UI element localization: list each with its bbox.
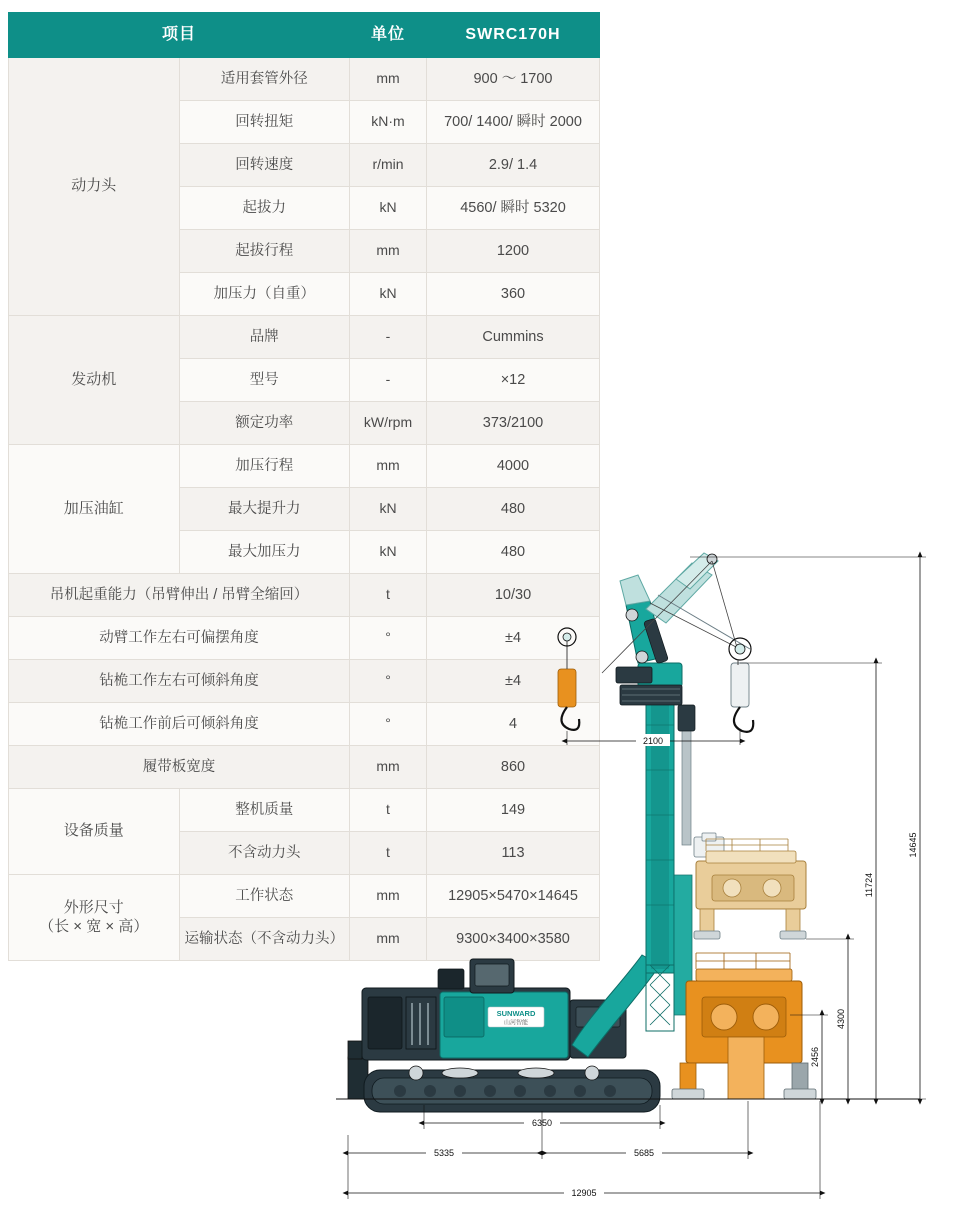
row-value: 4560/ 瞬时 5320 xyxy=(427,187,600,230)
row-item: 整机质量 xyxy=(179,789,350,832)
table-header-row xyxy=(9,13,600,58)
dimension-upper-height xyxy=(806,939,854,1099)
row-value: 373/2100 xyxy=(427,402,600,445)
row-item: 加压力（自重） xyxy=(179,273,350,316)
group-label-power-head: 动力头 xyxy=(9,58,180,316)
row-unit: ° xyxy=(350,660,427,703)
row-value: ±4 xyxy=(427,660,600,703)
row-unit: kN xyxy=(350,273,427,316)
row-value: 4000 xyxy=(427,445,600,488)
machine-technical-drawing xyxy=(320,545,960,1219)
brand-logo-text: SUNWARD xyxy=(496,1009,536,1018)
row-unit: kN xyxy=(350,187,427,230)
dimension-rear-length xyxy=(348,1111,542,1159)
row-value: ±4 xyxy=(427,617,600,660)
group-label-line2: （长 × 宽 × 高） xyxy=(39,917,149,935)
row-item: 起拔力 xyxy=(179,187,350,230)
group-label-pressure-cylinder: 加压油缸 xyxy=(9,445,180,574)
row-item: 回转扭矩 xyxy=(179,101,350,144)
casing-oscillator-lower xyxy=(672,953,816,1099)
row-unit: t xyxy=(350,574,427,617)
crane-boom xyxy=(602,553,750,673)
row-unit: mm xyxy=(350,746,427,789)
row-value: 480 xyxy=(427,531,600,574)
row-value: 860 xyxy=(427,746,600,789)
row-value: 360 xyxy=(427,273,600,316)
row-value: 149 xyxy=(427,789,600,832)
dimension-value-5335: 5335 xyxy=(433,1148,455,1158)
row-unit: t xyxy=(350,832,427,875)
row-value: 480 xyxy=(427,488,600,531)
dimension-total-length xyxy=(348,1101,820,1199)
dimension-value-2100: 2100 xyxy=(642,736,664,746)
row-item: 最大加压力 xyxy=(179,531,350,574)
row-value: 900 〜 1700 xyxy=(427,58,600,101)
row-item: 钻桅工作前后可倾斜角度 xyxy=(9,703,350,746)
table-row xyxy=(9,316,600,359)
row-value: 9300×3400×3580 xyxy=(427,918,600,961)
row-item: 动臂工作左右可偏摆角度 xyxy=(9,617,350,660)
group-label-engine: 发动机 xyxy=(9,316,180,445)
row-value: 113 xyxy=(427,832,600,875)
row-item: 型号 xyxy=(179,359,350,402)
dimension-value-14645: 14645 xyxy=(908,832,918,858)
dimension-value-11724: 11724 xyxy=(864,872,874,898)
row-unit: - xyxy=(350,359,427,402)
row-item: 钻桅工作左右可倾斜角度 xyxy=(9,660,350,703)
row-unit: mm xyxy=(350,58,427,101)
row-unit: - xyxy=(350,316,427,359)
row-unit: r/min xyxy=(350,144,427,187)
row-value: ×12 xyxy=(427,359,600,402)
casing-oscillator-upper xyxy=(694,833,806,939)
row-value: 700/ 1400/ 瞬时 2000 xyxy=(427,101,600,144)
header-model: SWRC170H xyxy=(427,13,600,58)
row-unit: kN·m xyxy=(350,101,427,144)
dimension-value-6350: 6350 xyxy=(531,1118,553,1128)
row-unit: ° xyxy=(350,617,427,660)
row-unit: ° xyxy=(350,703,427,746)
header-item: 项目 xyxy=(9,13,350,58)
row-value: 12905×5470×14645 xyxy=(427,875,600,918)
row-value: Cummins xyxy=(427,316,600,359)
row-item: 品牌 xyxy=(179,316,350,359)
brand-logo-text-cn: 山河智能 xyxy=(503,1019,529,1027)
row-unit: mm xyxy=(350,445,427,488)
dimension-value-12905: 12905 xyxy=(571,1188,597,1198)
row-unit: kN xyxy=(350,531,427,574)
row-unit: kN xyxy=(350,488,427,531)
table-row xyxy=(9,445,600,488)
group-label-machine-mass: 设备质量 xyxy=(9,789,180,875)
row-value: 10/30 xyxy=(427,574,600,617)
row-item: 运输状态（不含动力头） xyxy=(179,918,350,961)
row-item: 履带板宽度 xyxy=(9,746,350,789)
row-unit: mm xyxy=(350,230,427,273)
row-item: 工作状态 xyxy=(179,875,350,918)
group-label-line1: 外形尺寸 xyxy=(63,898,124,916)
header-unit: 单位 xyxy=(350,13,427,58)
dimension-value-2456: 2456 xyxy=(810,1046,820,1068)
row-item: 不含动力头 xyxy=(179,832,350,875)
group-label-overall-dimensions xyxy=(9,875,180,961)
row-value: 2.9/ 1.4 xyxy=(427,144,600,187)
row-item: 最大提升力 xyxy=(179,488,350,531)
row-unit: kW/rpm xyxy=(350,402,427,445)
row-item: 加压行程 xyxy=(179,445,350,488)
row-unit: t xyxy=(350,789,427,832)
row-item: 回转速度 xyxy=(179,144,350,187)
row-item: 起拔行程 xyxy=(179,230,350,273)
table-header xyxy=(9,13,600,58)
row-unit: mm xyxy=(350,875,427,918)
row-item: 吊机起重能力（吊臂伸出 / 吊臂全缩回） xyxy=(9,574,350,617)
dimension-value-5685: 5685 xyxy=(633,1148,655,1158)
mast-assembly xyxy=(572,663,695,1057)
table-row xyxy=(9,58,600,101)
row-item: 额定功率 xyxy=(179,402,350,445)
row-value: 4 xyxy=(427,703,600,746)
row-item: 适用套管外径 xyxy=(179,58,350,101)
dimension-value-4300: 4300 xyxy=(836,1008,846,1030)
row-unit: mm xyxy=(350,918,427,961)
row-value: 1200 xyxy=(427,230,600,273)
